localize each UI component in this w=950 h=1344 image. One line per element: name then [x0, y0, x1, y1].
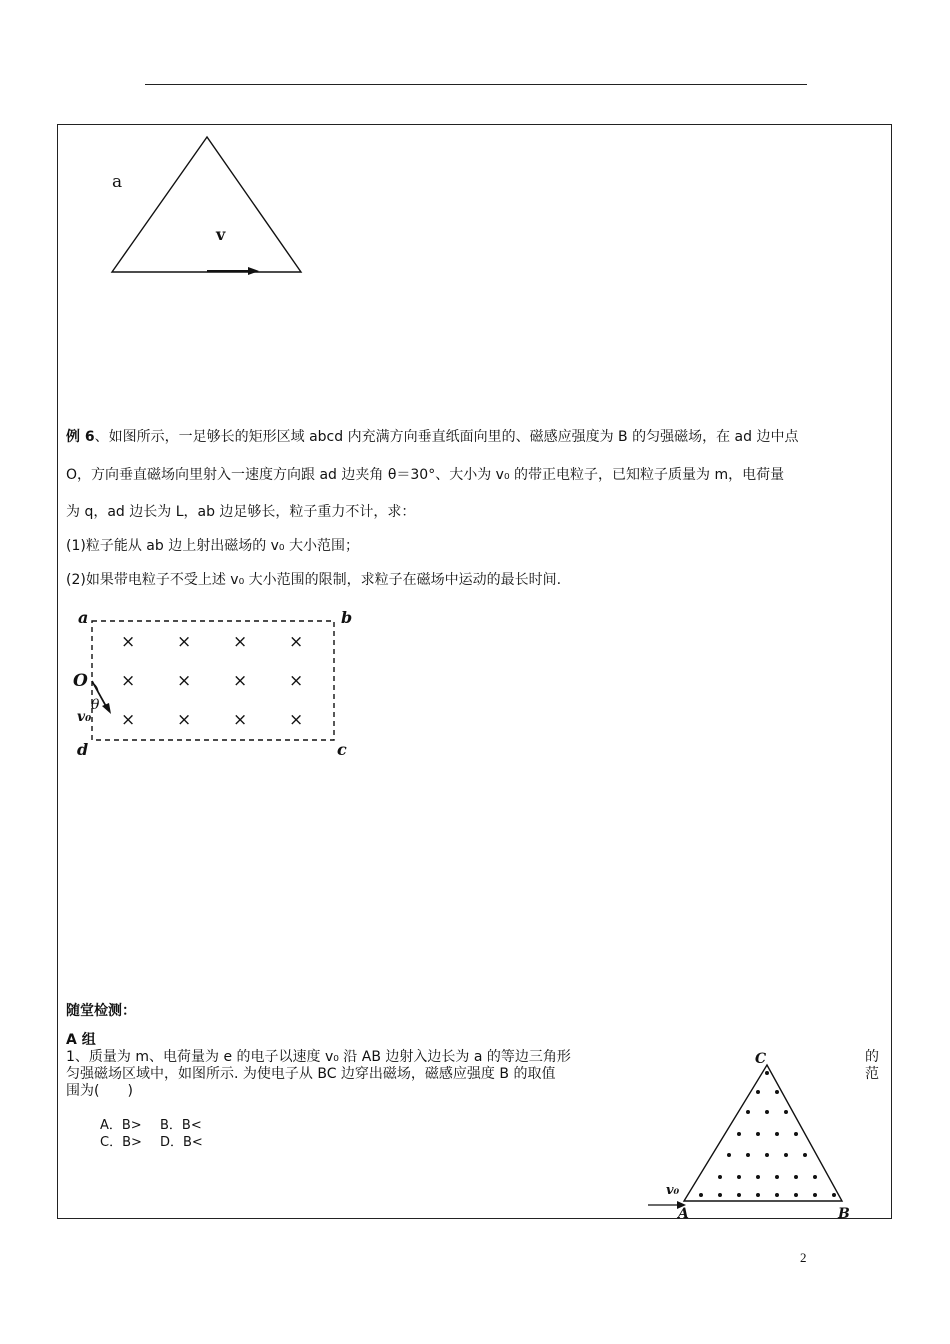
- triangle-label-a: a: [112, 172, 123, 192]
- rectangle-field-figure: [60, 600, 370, 770]
- field-cross: ×: [289, 632, 304, 652]
- example6-line3: 为 q，ad 边长为 L，ab 边足够长，粒子重力不计，求：: [66, 504, 416, 520]
- arrow-head-icon: [248, 267, 259, 275]
- field-cross: ×: [121, 632, 136, 652]
- practice-group: A 组: [66, 1032, 96, 1048]
- rect-angle-theta: θ: [91, 697, 100, 713]
- practice-q1-line2-tail: 范: [865, 1066, 879, 1082]
- practice-q1-line1-tail: 的: [865, 1049, 879, 1065]
- example6-title: 例 6: [66, 429, 95, 445]
- example6-line1: 例 6、如图所示，一足够长的矩形区域 abcd 内充满方向垂直纸面向里的、磁感应强度为 B 的匀强磁场，在 ad 边中点: [66, 429, 799, 445]
- option-b: B．B<: [160, 1118, 202, 1133]
- field-dots: [699, 1071, 836, 1197]
- field-cross: ×: [121, 671, 136, 691]
- option-d: D．B<: [160, 1135, 203, 1150]
- rect-point-O: O: [73, 671, 88, 691]
- field-cross: ×: [233, 671, 248, 691]
- field-cross: ×: [177, 632, 192, 652]
- practice-q1-line2: 匀强磁场区域中，如图所示. 为使电子从 BC 边穿出磁场，磁感应强度 B 的取值: [66, 1066, 556, 1082]
- rect-corner-d: d: [77, 740, 89, 759]
- option-a: A．B>: [100, 1118, 142, 1133]
- field-cross: ×: [233, 710, 248, 730]
- practice-heading: 随堂检测：: [66, 1003, 136, 1019]
- rect-corner-a: a: [78, 608, 89, 627]
- field-cross: ×: [177, 710, 192, 730]
- example6-question1: (1)粒子能从 ab 边上射出磁场的 v₀ 大小范围；: [66, 538, 359, 554]
- field-cross: ×: [233, 632, 248, 652]
- triangle-figure: [100, 130, 320, 290]
- triangle-label-v: v: [216, 225, 226, 244]
- practice-q1-line1: 1、质量为 m、电荷量为 e 的电子以速度 v₀ 沿 AB 边射入边长为 a 的等边三角形: [66, 1049, 571, 1065]
- example6-question2: (2)如果带电粒子不受上述 v₀ 大小范围的限制，求粒子在磁场中运动的最长时间.: [66, 572, 562, 588]
- field-cross: ×: [289, 671, 304, 691]
- page-number: 2: [800, 1250, 807, 1265]
- rect-velocity-v0: v₀: [77, 709, 92, 725]
- velocity-arrow-icon: [102, 703, 111, 714]
- tri-label-v0: v₀: [666, 1183, 680, 1198]
- tri-label-B: B: [838, 1206, 850, 1222]
- header-rule: [145, 84, 807, 85]
- field-cross: ×: [177, 671, 192, 691]
- field-cross: ×: [289, 710, 304, 730]
- tri-label-A: A: [678, 1206, 689, 1222]
- practice-q1-line3: 围为( ): [66, 1083, 133, 1099]
- rect-corner-b: b: [341, 608, 353, 627]
- example6-line2: O，方向垂直磁场向里射入一速度方向跟 ad 边夹角 θ＝30°、大小为 v₀ 的带正电粒子，已知粒子质量为 m，电荷量: [66, 467, 785, 483]
- rect-corner-c: c: [337, 740, 347, 759]
- option-c: C．B>: [100, 1135, 142, 1150]
- tri-label-C: C: [755, 1051, 767, 1067]
- field-cross: ×: [121, 710, 136, 730]
